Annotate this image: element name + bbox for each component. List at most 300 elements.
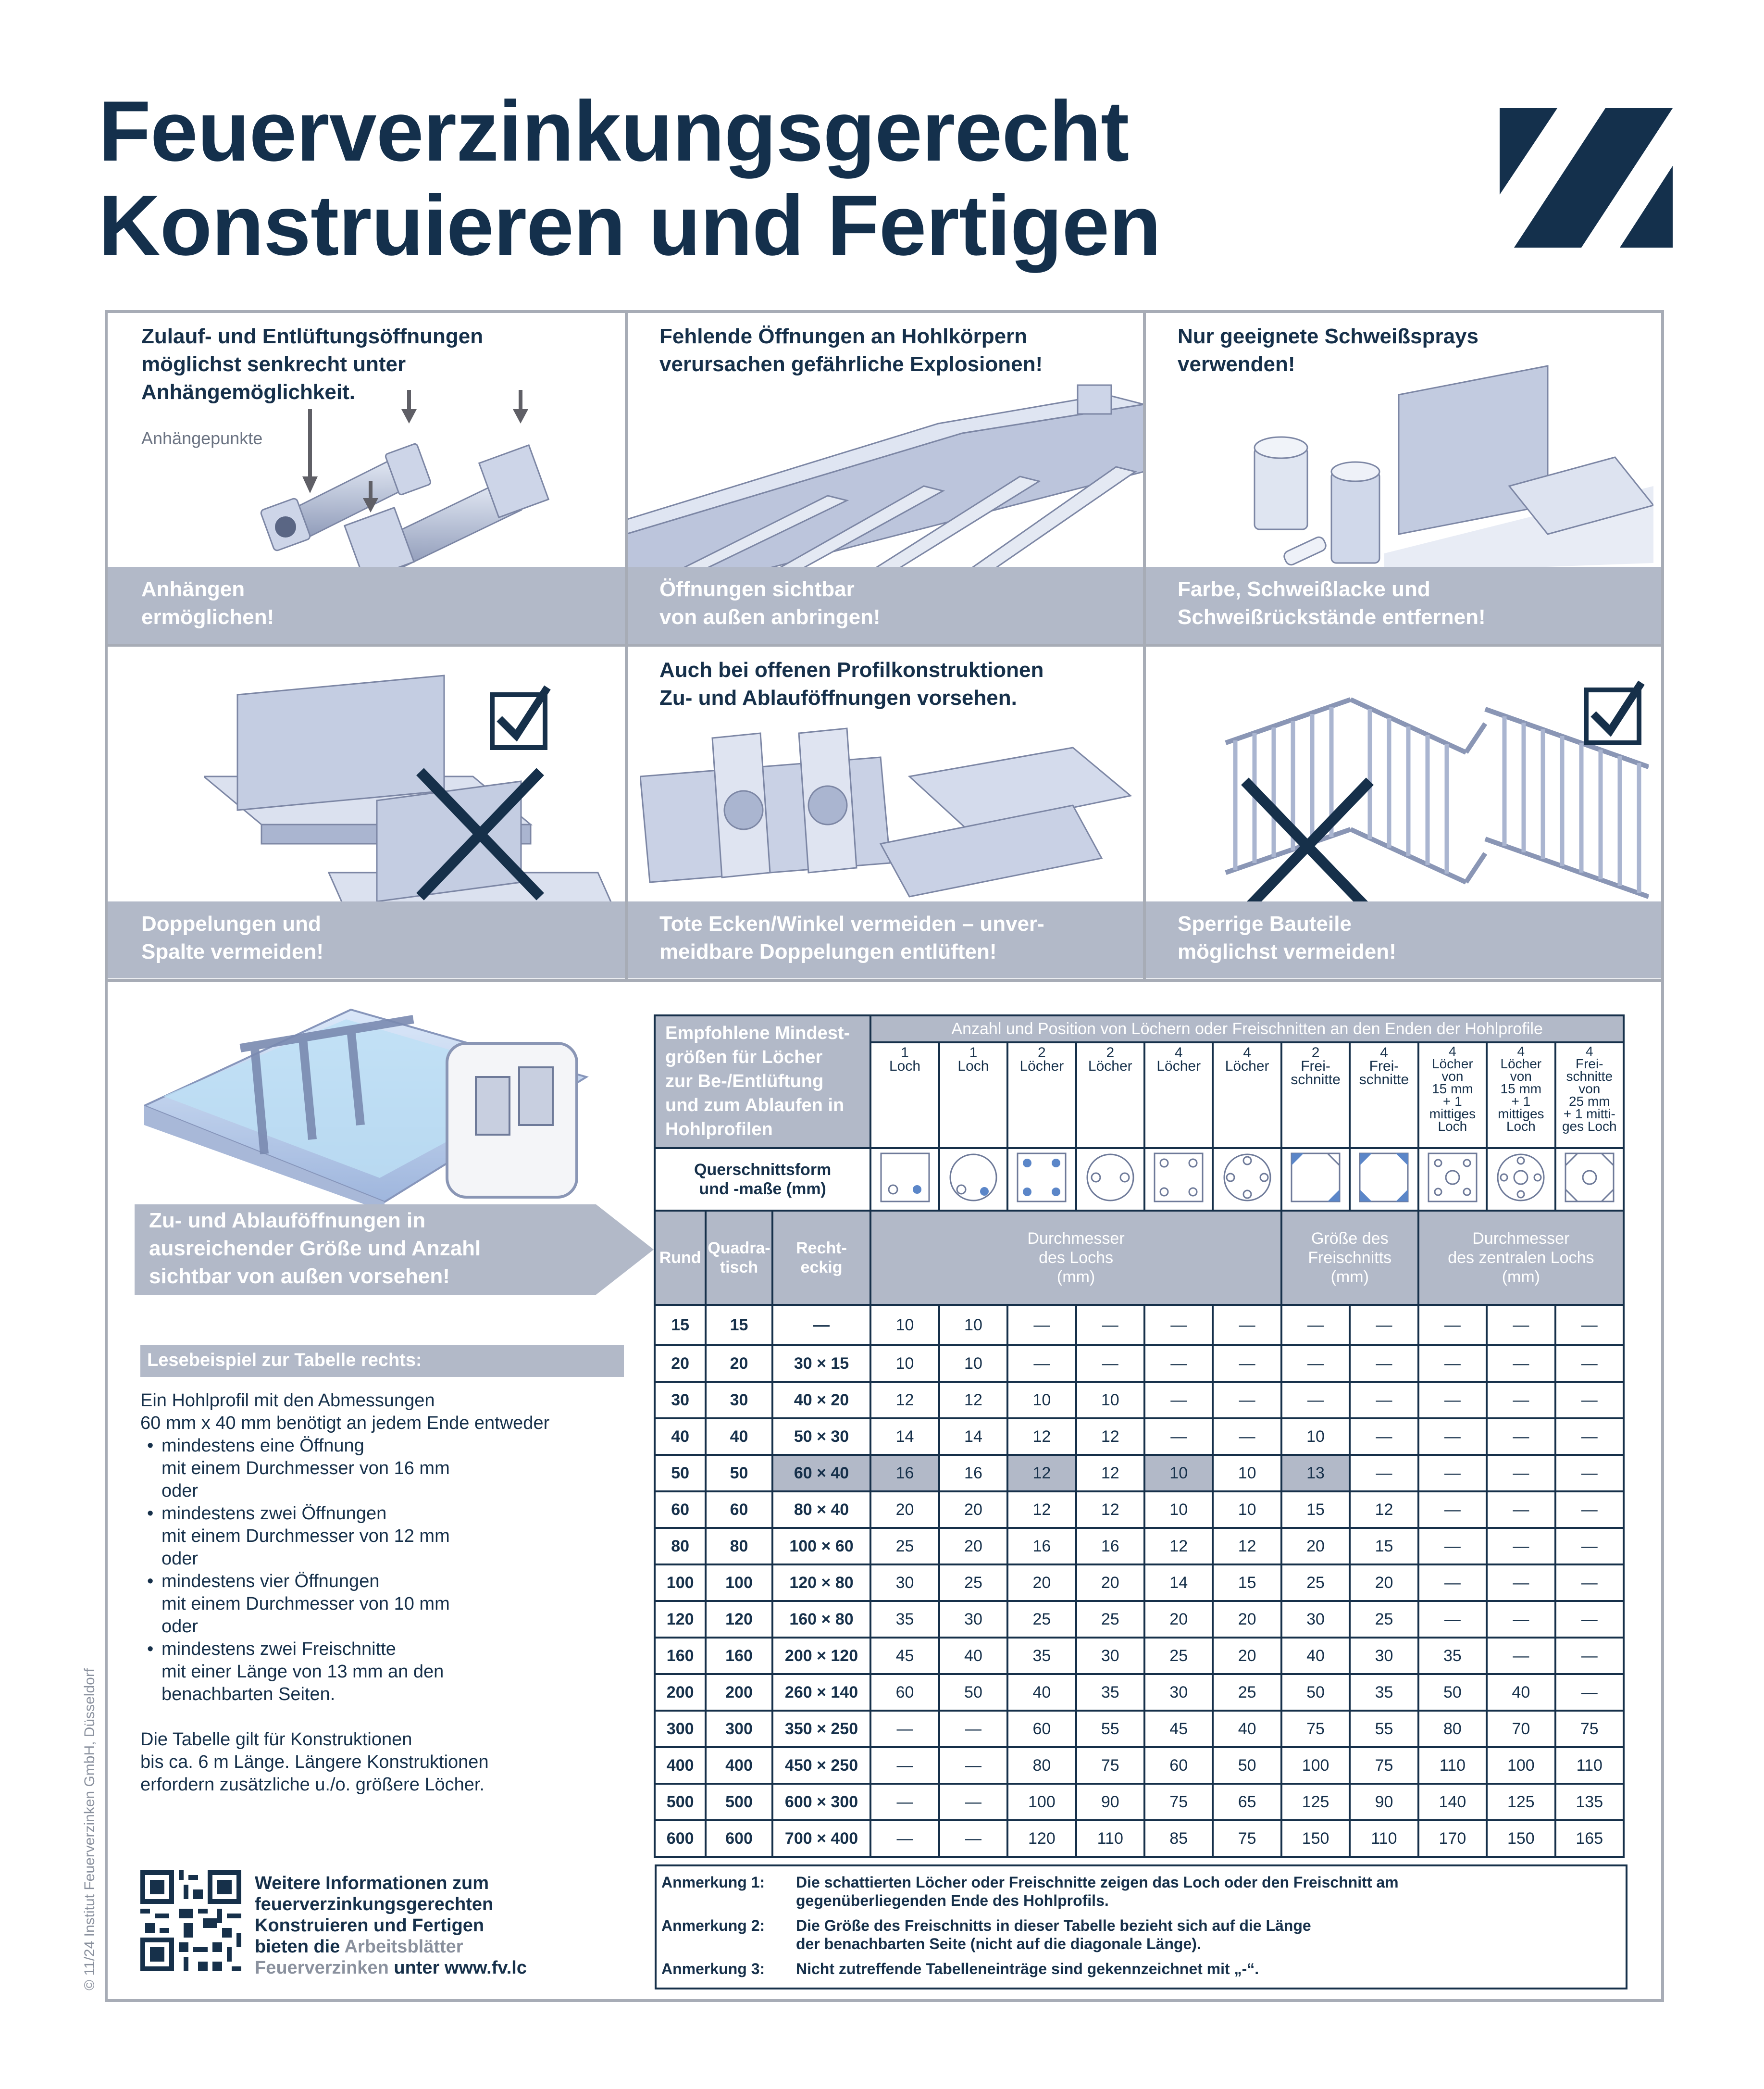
title-line-1: Feuerverzinkungsgerecht <box>99 83 1129 179</box>
value-cell: 15 <box>1281 1491 1350 1528</box>
value-cell: — <box>1213 1382 1281 1418</box>
icon-1-hole-corner <box>870 1148 939 1211</box>
value-cell: — <box>870 1711 939 1747</box>
dimension-cell: 600 × 300 <box>772 1784 871 1820</box>
value-cell: 10 <box>870 1305 939 1345</box>
table-row <box>655 1784 1624 1820</box>
value-cell: 125 <box>1487 1784 1555 1820</box>
info-line: feuerverzinkungsgerechten <box>255 1894 494 1914</box>
value-cell: 60 <box>870 1674 939 1711</box>
icon-4-holes-center-square <box>1418 1148 1487 1211</box>
value-cell: — <box>1144 1382 1213 1418</box>
value-cell: — <box>1555 1345 1624 1382</box>
value-cell: 75 <box>1213 1820 1281 1857</box>
value-cell: 20 <box>939 1528 1007 1564</box>
value-cell: 12 <box>1007 1418 1076 1455</box>
value-cell: 10 <box>870 1345 939 1382</box>
dimension-cell: 450 × 250 <box>772 1747 871 1784</box>
band-text: Tote Ecken/Winkel vermeiden – unver- meidbare Doppelungen entlüften! <box>659 912 1044 963</box>
info-line: Weitere Informationen zum <box>255 1873 489 1893</box>
dimension-cell: 50 <box>706 1455 772 1491</box>
info-link-text: Feuerverzinken <box>255 1958 389 1978</box>
value-cell: 20 <box>1007 1564 1076 1601</box>
value-cell: 65 <box>1213 1784 1281 1820</box>
qr-code[interactable] <box>140 1870 241 1971</box>
value-cell: 14 <box>1144 1564 1213 1601</box>
value-cell: 12 <box>1213 1528 1281 1564</box>
value-cell: 10 <box>1213 1455 1281 1491</box>
value-cell: 12 <box>1076 1491 1144 1528</box>
panel-title: Fehlende Öffnungen an Hohlkörpern verursachen gefährliche Explosionen! <box>659 325 1043 376</box>
dimension-cell: 40 <box>706 1418 772 1455</box>
shape-head-round: Rund <box>655 1211 706 1305</box>
dimension-cell: 160 × 80 <box>772 1601 871 1638</box>
value-cell: — <box>1555 1491 1624 1528</box>
table-row <box>655 1747 1624 1784</box>
icon-4-cutouts-center <box>1555 1148 1624 1211</box>
value-cell: 16 <box>1076 1528 1144 1564</box>
dimension-cell: 60 × 40 <box>772 1455 871 1491</box>
value-cell: 35 <box>1350 1674 1418 1711</box>
value-cell: — <box>1418 1345 1487 1382</box>
value-cell: — <box>1487 1382 1555 1418</box>
value-cell: 75 <box>1555 1711 1624 1747</box>
value-cell: 50 <box>1418 1674 1487 1711</box>
dimension-cell: 80 <box>706 1528 772 1564</box>
value-cell: — <box>1213 1345 1281 1382</box>
value-cell: 12 <box>870 1382 939 1418</box>
value-cell: 35 <box>1007 1638 1076 1674</box>
dimension-cell: 60 <box>655 1491 706 1528</box>
value-cell: 90 <box>1350 1784 1418 1820</box>
value-cell: — <box>1555 1564 1624 1601</box>
panel-band <box>108 901 626 978</box>
example-line: 60 mm x 40 mm benötigt an jedem Ende entweder <box>140 1413 550 1433</box>
value-cell: — <box>1144 1418 1213 1455</box>
value-cell: 12 <box>1007 1491 1076 1528</box>
value-cell: 25 <box>1213 1674 1281 1711</box>
value-cell: — <box>1487 1601 1555 1638</box>
example-line: oder <box>161 1616 199 1637</box>
value-cell: 60 <box>1007 1711 1076 1747</box>
value-cell: 12 <box>939 1382 1007 1418</box>
value-cell: 100 <box>1281 1747 1350 1784</box>
panel-bulky <box>1144 647 1661 978</box>
value-cell: 30 <box>1350 1638 1418 1674</box>
dimension-cell: 30 <box>655 1382 706 1418</box>
dimension-cell: 50 <box>655 1455 706 1491</box>
dimension-cell: 500 <box>706 1784 772 1820</box>
dimension-cell: 20 <box>655 1345 706 1382</box>
value-cell: — <box>1418 1491 1487 1528</box>
value-cell: — <box>1213 1305 1281 1345</box>
group-head-diameter: Durchmesser des Lochs (mm) <box>870 1211 1281 1305</box>
table-row <box>655 1382 1624 1418</box>
value-cell: 10 <box>1144 1491 1213 1528</box>
value-cell: 110 <box>1350 1820 1418 1857</box>
dimension-cell: 80 × 40 <box>772 1491 871 1528</box>
example-line: erfordern zusätzliche u./o. größere Löcher. <box>140 1775 485 1795</box>
table-row <box>655 1674 1624 1711</box>
value-cell: — <box>1350 1418 1418 1455</box>
value-cell: — <box>1007 1345 1076 1382</box>
value-cell: 25 <box>1144 1638 1213 1674</box>
value-cell: 45 <box>870 1638 939 1674</box>
panel-band <box>108 567 626 644</box>
shape-head-rect: Recht- eckig <box>772 1211 871 1305</box>
table-row <box>655 1711 1624 1747</box>
value-cell: — <box>870 1784 939 1820</box>
table-row <box>655 1601 1624 1638</box>
dimension-cell: 30 <box>706 1382 772 1418</box>
example-bullet: • mindestens zwei Freischnitte <box>140 1638 635 1661</box>
value-cell: 20 <box>1350 1564 1418 1601</box>
dimension-cell: 200 <box>706 1674 772 1711</box>
example-line: benachbarten Seiten. <box>161 1684 335 1704</box>
dimension-cell: 400 <box>655 1747 706 1784</box>
value-cell: 25 <box>939 1564 1007 1601</box>
value-cell: 30 <box>939 1601 1007 1638</box>
value-cell: — <box>1487 1528 1555 1564</box>
dimension-cell: 300 <box>706 1711 772 1747</box>
table-row <box>655 1564 1624 1601</box>
tube-illustration <box>252 390 588 573</box>
col-head-1: 1 Loch <box>870 1042 939 1148</box>
dimension-cell: 20 <box>706 1345 772 1382</box>
value-cell: 80 <box>1418 1711 1487 1747</box>
example-line: mit einem Durchmesser von 12 mm <box>161 1526 450 1546</box>
value-cell: 20 <box>1213 1638 1281 1674</box>
value-cell: — <box>1487 1455 1555 1491</box>
info-url[interactable]: unter www.fv.lc <box>388 1958 527 1978</box>
icon-2-cutouts <box>1281 1148 1350 1211</box>
dimension-cell: 500 <box>655 1784 706 1820</box>
value-cell: — <box>1555 1418 1624 1455</box>
table-row <box>655 1820 1624 1857</box>
value-cell: 100 <box>1007 1784 1076 1820</box>
icon-4-holes-round <box>1213 1148 1281 1211</box>
dimension-cell: 120 <box>655 1601 706 1638</box>
value-cell: 110 <box>1076 1820 1144 1857</box>
value-cell: — <box>1487 1418 1555 1455</box>
icon-4-holes-square <box>1144 1148 1213 1211</box>
example-line: mit einem Durchmesser von 16 mm <box>161 1458 450 1478</box>
value-cell: — <box>1007 1305 1076 1345</box>
value-cell: 30 <box>1076 1638 1144 1674</box>
note-label: Anmerkung 1: <box>661 1874 765 1891</box>
value-cell: — <box>939 1820 1007 1857</box>
info-text: bieten die <box>255 1937 345 1957</box>
value-cell: 150 <box>1281 1820 1350 1857</box>
band-text: Farbe, Schweißlacke und Schweißrückstände entfernen! <box>1178 577 1486 629</box>
dimension-cell: 200 <box>655 1674 706 1711</box>
hole-size-table <box>654 1014 1625 1858</box>
value-cell: — <box>1418 1601 1487 1638</box>
value-cell: 16 <box>870 1455 939 1491</box>
shape-head-square: Quadra- tisch <box>706 1211 772 1305</box>
table-row <box>655 1491 1624 1528</box>
value-cell: — <box>1555 1382 1624 1418</box>
page-title <box>99 84 1161 273</box>
panel-band <box>626 567 1144 644</box>
panel-band <box>626 901 1144 978</box>
group-head-center: Durchmesser des zentralen Lochs (mm) <box>1418 1211 1624 1305</box>
value-cell: — <box>1281 1305 1350 1345</box>
value-cell: — <box>1350 1455 1418 1491</box>
note-text: Die Größe des Freischnitts in dieser Tabelle bezieht sich auf die Länge der benachbarten Seite (nicht auf die diagonale Länge). <box>796 1917 1311 1952</box>
value-cell: 15 <box>1213 1564 1281 1601</box>
value-cell: — <box>1555 1674 1624 1711</box>
example-line: bis ca. 6 m Länge. Längere Konstruktionen <box>140 1752 489 1772</box>
value-cell: — <box>1418 1418 1487 1455</box>
dimension-cell: 30 × 15 <box>772 1345 871 1382</box>
example-line: Ein Hohlprofil mit den Abmessungen <box>140 1390 435 1411</box>
value-cell: 20 <box>1213 1601 1281 1638</box>
dimension-cell: 60 <box>706 1491 772 1528</box>
panel-profiles <box>626 647 1144 978</box>
value-cell: 40 <box>1213 1711 1281 1747</box>
example-line: oder <box>161 1549 199 1569</box>
info-line <box>255 1936 527 1957</box>
value-cell: 25 <box>1007 1601 1076 1638</box>
title-line-2: Konstruieren und Fertigen <box>99 177 1161 273</box>
value-cell: — <box>1418 1382 1487 1418</box>
value-cell: 75 <box>1350 1747 1418 1784</box>
value-cell: — <box>1350 1345 1418 1382</box>
note-text: Nicht zutreffende Tabelleneinträge sind gekennzeichnet mit „-“. <box>796 1960 1259 1977</box>
panel-title: Nur geeignete Schweißsprays verwenden! <box>1178 325 1478 376</box>
value-cell: 10 <box>1213 1491 1281 1528</box>
value-cell: 35 <box>1418 1638 1487 1674</box>
dimension-cell: 350 × 250 <box>772 1711 871 1747</box>
col-head-7: 2 Frei- schnitte <box>1281 1042 1350 1148</box>
value-cell: 12 <box>1144 1528 1213 1564</box>
value-cell: 13 <box>1281 1455 1350 1491</box>
value-cell: — <box>1144 1305 1213 1345</box>
info-line <box>255 1957 527 1978</box>
col-head-4: 2 Löcher <box>1076 1042 1144 1148</box>
hanging-points-label: Anhängepunkte <box>141 428 263 448</box>
dimension-cell: 15 <box>706 1305 772 1345</box>
value-cell: — <box>1076 1305 1144 1345</box>
band-text: Sperrige Bauteile möglichst vermeiden! <box>1178 912 1396 963</box>
example-line: mit einer Länge von 13 mm an den <box>161 1662 444 1682</box>
dimension-cell: 80 <box>655 1528 706 1564</box>
table-row <box>655 1638 1624 1674</box>
value-cell: 170 <box>1418 1820 1487 1857</box>
value-cell: 80 <box>1007 1747 1076 1784</box>
value-cell: 20 <box>870 1491 939 1528</box>
profile-illustration <box>640 719 1135 901</box>
value-cell: — <box>1555 1601 1624 1638</box>
value-cell: — <box>1418 1528 1487 1564</box>
value-cell: 135 <box>1555 1784 1624 1820</box>
value-cell: 25 <box>1350 1601 1418 1638</box>
value-cell: 12 <box>1007 1455 1076 1491</box>
value-cell: 20 <box>1076 1564 1144 1601</box>
value-cell: 40 <box>1487 1674 1555 1711</box>
value-cell: — <box>1555 1305 1624 1345</box>
value-cell: — <box>1076 1345 1144 1382</box>
value-cell: 12 <box>1076 1455 1144 1491</box>
dimension-cell: 15 <box>655 1305 706 1345</box>
dimension-cell: 100 <box>706 1564 772 1601</box>
value-cell: 25 <box>1076 1601 1144 1638</box>
value-cell: 110 <box>1555 1747 1624 1784</box>
group-head-cutout: Größe des Freischnitts (mm) <box>1281 1211 1418 1305</box>
band-text: Öffnungen sichtbar von außen anbringen! <box>659 577 881 629</box>
example-line: Die Tabelle gilt für Konstruktionen <box>140 1729 412 1750</box>
info-line: Konstruieren und Fertigen <box>255 1915 484 1936</box>
table-row <box>655 1345 1624 1382</box>
value-cell: — <box>1487 1305 1555 1345</box>
table-top-header: Anzahl und Position von Löchern oder Freischnitten an den Enden der Hohlprofile <box>870 1015 1624 1042</box>
value-cell: 25 <box>1281 1564 1350 1601</box>
value-cell: — <box>1418 1455 1487 1491</box>
dimension-cell: 100 <box>655 1564 706 1601</box>
value-cell: 20 <box>1144 1601 1213 1638</box>
value-cell: — <box>1350 1305 1418 1345</box>
value-cell: 14 <box>870 1418 939 1455</box>
value-cell: — <box>1555 1455 1624 1491</box>
example-line: oder <box>161 1481 199 1501</box>
burst-frame-illustration <box>626 375 1144 568</box>
spray-cans-illustration <box>1240 361 1653 573</box>
dimension-cell: 120 <box>706 1601 772 1638</box>
col-head-6: 4 Löcher <box>1213 1042 1281 1148</box>
table-notes <box>655 1864 1627 1989</box>
value-cell: — <box>939 1747 1007 1784</box>
value-cell: 35 <box>870 1601 939 1638</box>
value-cell: 150 <box>1487 1820 1555 1857</box>
value-cell: 40 <box>1007 1674 1076 1711</box>
value-cell: 25 <box>870 1528 939 1564</box>
value-cell: 165 <box>1555 1820 1624 1857</box>
value-cell: — <box>1487 1638 1555 1674</box>
panel-band <box>1144 901 1661 978</box>
panel-title: Auch bei offenen Profilkonstruktionen Zu- und Ablauföffnungen vorsehen. <box>659 658 1044 710</box>
value-cell: 16 <box>1007 1528 1076 1564</box>
value-cell: 75 <box>1076 1747 1144 1784</box>
value-cell: 30 <box>1144 1674 1213 1711</box>
value-cell: — <box>939 1711 1007 1747</box>
panel-title: Zulauf- und Entlüftungsöffnungen möglichst senkrecht unter Anhängemöglichkeit. <box>141 325 484 404</box>
value-cell: — <box>939 1784 1007 1820</box>
dimension-cell: 40 × 20 <box>772 1382 871 1418</box>
value-cell: 60 <box>1144 1747 1213 1784</box>
value-cell: — <box>1281 1382 1350 1418</box>
value-cell: 14 <box>939 1418 1007 1455</box>
value-cell: 30 <box>870 1564 939 1601</box>
copyright: © 11/24 Institut Feuerverzinken GmbH, Düsseldorf <box>82 1668 98 1990</box>
note-label: Anmerkung 3: <box>661 1960 765 1977</box>
more-info-text <box>255 1873 527 1978</box>
value-cell: 35 <box>1076 1674 1144 1711</box>
dimension-cell: 120 × 80 <box>772 1564 871 1601</box>
icon-4-cutouts <box>1350 1148 1418 1211</box>
value-cell: 125 <box>1281 1784 1350 1820</box>
col-head-10: 4 Löcher von 15 mm + 1 mittiges Loch <box>1487 1042 1555 1148</box>
value-cell: 75 <box>1281 1711 1350 1747</box>
table-body <box>655 1305 1624 1857</box>
dimension-cell: 600 <box>655 1820 706 1857</box>
galvanizing-tank-illustration <box>144 981 606 1212</box>
value-cell: 50 <box>1281 1674 1350 1711</box>
icon-2-holes-square <box>1007 1148 1076 1211</box>
note-label: Anmerkung 2: <box>661 1917 765 1934</box>
value-cell: — <box>1350 1382 1418 1418</box>
value-cell: — <box>1144 1345 1213 1382</box>
railing-illustration <box>1216 671 1649 921</box>
value-cell: — <box>1487 1491 1555 1528</box>
table-row <box>655 1455 1624 1491</box>
value-cell: 85 <box>1144 1820 1213 1857</box>
value-cell: 10 <box>1076 1382 1144 1418</box>
icon-2-holes-round <box>1076 1148 1144 1211</box>
dimension-cell: 40 <box>655 1418 706 1455</box>
table-corner-header: Empfohlene Mindest- größen für Löcher zur Be-/Entlüftung und zum Ablaufen in Hohlprofilen <box>655 1015 870 1148</box>
value-cell: 10 <box>1281 1418 1350 1455</box>
value-cell: — <box>1487 1345 1555 1382</box>
value-cell: 55 <box>1076 1711 1144 1747</box>
value-cell: 50 <box>939 1674 1007 1711</box>
dimension-cell: 50 × 30 <box>772 1418 871 1455</box>
example-heading-text: Lesebeispiel zur Tabelle rechts: <box>147 1350 422 1370</box>
col-head-5: 4 Löcher <box>1144 1042 1213 1148</box>
value-cell: 30 <box>1281 1601 1350 1638</box>
value-cell: 45 <box>1144 1711 1213 1747</box>
dimension-cell: 200 × 120 <box>772 1638 871 1674</box>
value-cell: — <box>1418 1305 1487 1345</box>
value-cell: — <box>870 1820 939 1857</box>
panel-band <box>1144 567 1661 644</box>
value-cell: 10 <box>1007 1382 1076 1418</box>
dimension-cell: 600 <box>706 1820 772 1857</box>
icon-4-holes-center-round <box>1487 1148 1555 1211</box>
dimension-cell: 700 × 400 <box>772 1820 871 1857</box>
value-cell: 20 <box>1281 1528 1350 1564</box>
value-cell: 70 <box>1487 1711 1555 1747</box>
cross-section-label: Querschnittsform und -maße (mm) <box>655 1148 870 1211</box>
example-text <box>140 1389 635 1796</box>
value-cell: — <box>1213 1418 1281 1455</box>
table-row <box>655 1305 1624 1345</box>
col-head-11: 4 Frei- schnitte von 25 mm + 1 mitti- ges Loch <box>1555 1042 1624 1148</box>
example-bullet: • mindestens vier Öffnungen <box>140 1570 635 1593</box>
col-head-9: 4 Löcher von 15 mm + 1 mittiges Loch <box>1418 1042 1487 1148</box>
value-cell: 100 <box>1487 1747 1555 1784</box>
icon-1-hole-round <box>939 1148 1007 1211</box>
dimension-cell: 160 <box>706 1638 772 1674</box>
example-line: mit einem Durchmesser von 10 mm <box>161 1594 450 1614</box>
col-head-3: 2 Löcher <box>1007 1042 1076 1148</box>
dimension-cell: 400 <box>706 1747 772 1784</box>
value-cell: 12 <box>1350 1491 1418 1528</box>
value-cell: 12 <box>1076 1418 1144 1455</box>
panel-spray <box>1144 313 1661 644</box>
example-heading <box>140 1345 624 1377</box>
callout-text: Zu- und Ablauföffnungen in ausreichender Größe und Anzahl sichtbar von außen vorsehen! <box>149 1209 481 1288</box>
dimension-cell: 300 <box>655 1711 706 1747</box>
value-cell: 10 <box>939 1345 1007 1382</box>
band-text: Doppelungen und Spalte vermeiden! <box>141 912 324 963</box>
dimension-cell: 260 × 140 <box>772 1674 871 1711</box>
band-text: Anhängen ermöglichen! <box>141 577 274 629</box>
brand-logo <box>1500 108 1673 248</box>
value-cell: 120 <box>1007 1820 1076 1857</box>
value-cell: — <box>870 1747 939 1784</box>
value-cell: 10 <box>1144 1455 1213 1491</box>
